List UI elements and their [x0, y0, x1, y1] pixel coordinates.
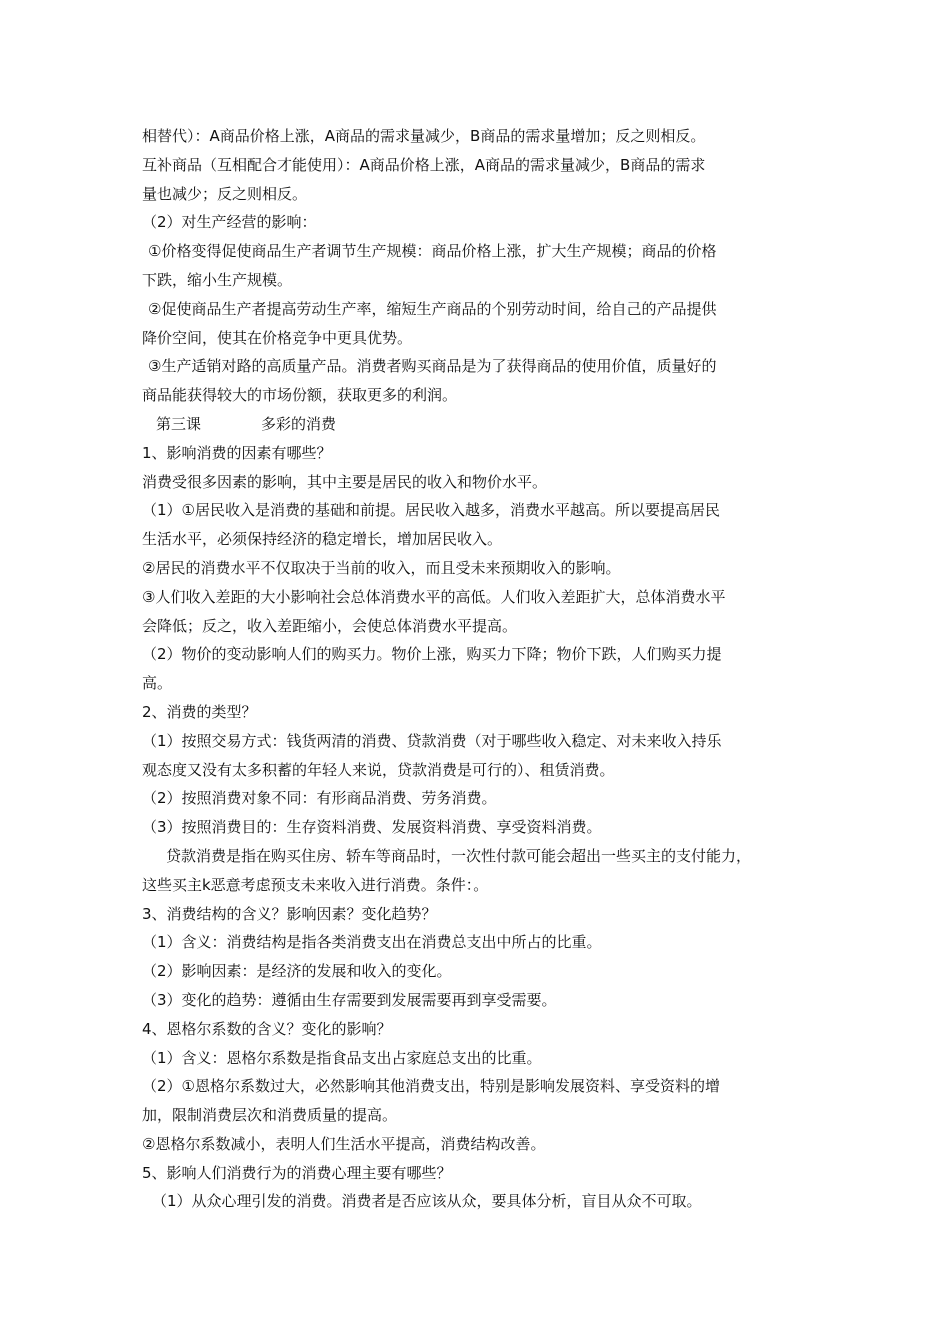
text-line: （2）影响因素：是经济的发展和收入的变化。: [142, 962, 452, 981]
text-line: 相替代）：A商品价格上涨，A商品的需求量减少，B商品的需求量增加；反之则相反。: [142, 127, 706, 145]
lesson-heading: [142, 410, 822, 439]
lesson-title: 多彩的消费: [261, 414, 337, 433]
text-line: （1）从众心理引发的消费。消费者是否应该从众，要具体分析，盲目从众不可取。: [152, 1192, 702, 1211]
text-line: ②居民的消费水平不仅取决于当前的收入，而且受未来预期收入的影响。: [142, 558, 621, 577]
text-line: 降价空间，使其在价格竞争中更具优势。: [142, 328, 413, 347]
text-line: 高。: [142, 674, 173, 693]
lesson-number: 第三课: [156, 414, 202, 433]
text-line: 消费受很多因素的影响，其中主要是居民的收入和物价水平。: [142, 472, 548, 491]
text-line: ②恩格尔系数减小，表明人们生活水平提高，消费结构改善。: [142, 1134, 546, 1153]
text-line: 这些买主k恶意考虑预支未来收入进行消费。条件：。: [142, 875, 489, 894]
text-line: 互补商品（互相配合才能使用）：A商品价格上涨，A商品的需求量减少，B商品的需求: [142, 155, 706, 174]
question-heading: 4、恩格尔系数的含义？变化的影响？: [142, 1019, 392, 1038]
question-heading: 1、影响消费的因素有哪些？: [142, 443, 332, 462]
text-line: （3）变化的趋势：遵循由生存需要到发展需要再到享受需要。: [142, 990, 557, 1009]
text-line: （1）含义：消费结构是指各类消费支出在消费总支出中所占的比重。: [142, 933, 602, 952]
text-line: （2）①恩格尔系数过大，必然影响其他消费支出，特别是影响发展资料、享受资料的增: [142, 1077, 720, 1096]
text-line: ①价格变得促使商品生产者调节生产规模：商品价格上涨，扩大生产规模；商品的价格: [148, 242, 717, 261]
document-body: [142, 122, 822, 1216]
section-heading: （2）对生产经营的影响：: [142, 213, 317, 232]
question-heading: 5、影响人们消费行为的消费心理主要有哪些？: [142, 1163, 452, 1182]
text-line: （2）物价的变动影响人们的购买力。物价上涨，购买力下降；物价下跌，人们购买力提: [142, 645, 722, 664]
text-line: 加，限制消费层次和消费质量的提高。: [142, 1106, 398, 1125]
text-line: 商品能获得较大的市场份额，获取更多的利润。: [142, 386, 458, 405]
text-line: ③人们收入差距的大小影响社会总体消费水平的高低。人们收入差距扩大，总体消费水平: [142, 587, 726, 606]
text-line: （1）①居民收入是消费的基础和前提。居民收入越多，消费水平越高。所以要提高居民: [142, 501, 720, 520]
text-line: 量也减少；反之则相反。: [142, 184, 308, 203]
text-line: （1）按照交易方式：钱货两清的消费、贷款消费（对于哪些收入稳定、对未来收入持乐: [142, 731, 722, 750]
question-heading: 3、消费结构的含义？影响因素？变化趋势？: [142, 904, 437, 923]
text-line: 下跌，缩小生产规模。: [142, 270, 293, 289]
text-line: 观态度又没有太多积蓄的年轻人来说，贷款消费是可行的）、租赁消费。: [142, 760, 615, 779]
text-line: 生活水平，必须保持经济的稳定增长，增加居民收入。: [142, 530, 503, 549]
text-line: 贷款消费是指在购买住房、轿车等商品时，一次性付款可能会超出一些买主的支付能力，: [166, 846, 752, 865]
text-line: （1）含义：恩格尔系数是指食品支出占家庭总支出的比重。: [142, 1048, 542, 1067]
text-line: 会降低；反之，收入差距缩小，会使总体消费水平提高。: [142, 616, 518, 635]
question-heading: 2、消费的类型？: [142, 702, 257, 721]
text-line: （3）按照消费目的：生存资料消费、发展资料消费、享受资料消费。: [142, 818, 602, 837]
text-line: ③生产适销对路的高质量产品。消费者购买商品是为了获得商品的使用价值，质量好的: [148, 357, 717, 376]
text-line: （2）按照消费对象不同：有形商品消费、劳务消费。: [142, 789, 497, 808]
text-line: ②促使商品生产者提高劳动生产率，缩短生产商品的个别劳动时间，给自己的产品提供: [148, 299, 717, 318]
